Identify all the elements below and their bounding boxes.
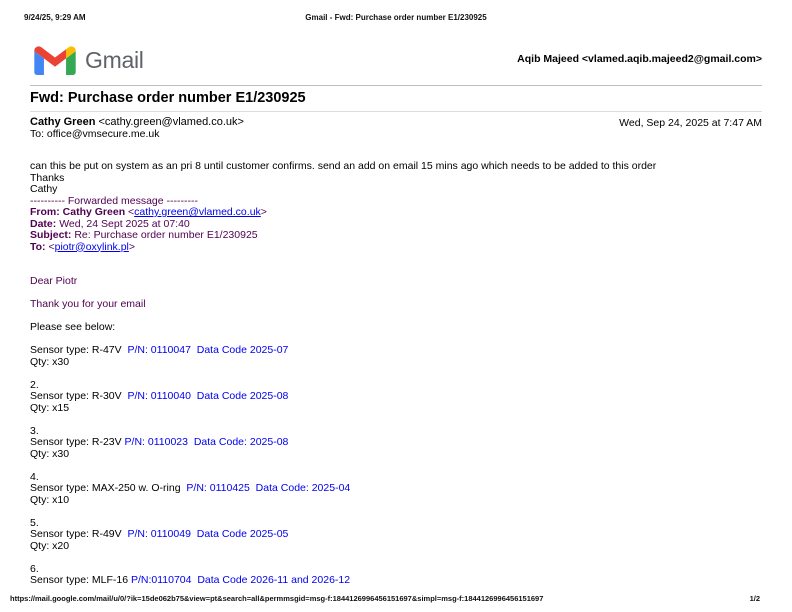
print-footer [10,594,760,606]
body-text: 2. [30,378,39,391]
email-body-line [30,253,774,265]
body-text: Sensor type: R-49V [30,528,128,540]
email-body-line [30,575,774,587]
body-text: < [128,206,135,218]
body-text: Cathy [30,183,58,195]
email-body-line [30,322,774,334]
body-text: Sensor type: MAX-250 w. O-ring [30,482,187,494]
body-text: From: [30,206,63,218]
email-body-line [30,483,774,495]
sender-line [30,116,244,128]
body-text: Thank you for your email [30,298,146,310]
body-text: Sensor type: R-23V [30,436,125,448]
email-body-line [30,414,774,426]
page-indicator: 1/2 [749,594,760,603]
body-text: Date: [30,217,60,230]
sender-name: Cathy Green [30,116,99,128]
body-text: Cathy Green [62,206,129,218]
print-footer-url: https://mail.google.com/mail/u/0/?ik=15de062b75&view=pt&search=all&permmsgid=msg-f:1844126996456151697&simpl=msg-f:1844126996456151697 [10,594,544,603]
part-number-link[interactable]: P/N: 0110023 Data Code: 2025-08 [124,436,289,448]
body-text: 3. [30,424,39,437]
body-text: Sensor type: MLF-16 [30,574,131,586]
print-header-datetime: 9/24/25, 9:29 AM [24,13,86,22]
body-text: Dear Piotr [30,275,78,287]
email-body-line [30,311,774,323]
body-text: 6. [30,562,39,575]
part-number-link[interactable]: P/N: 0110049 Data Code 2025-05 [127,528,289,540]
email-body-line [30,265,774,277]
email-body-line [30,449,774,461]
body-text: Sensor type: R-30V [30,390,128,402]
body-text: Qty: x15 [30,401,70,414]
header-divider [30,85,762,86]
email-body-line [30,541,774,553]
email-body [30,161,774,587]
email-body-line [30,529,774,541]
email-body-line [30,230,774,242]
body-text: < [48,240,55,253]
account-owner: Aqib Majeed <vlamed.aqib.majeed2@gmail.com> [517,53,762,65]
email-body-line [30,391,774,403]
sender-email: <cathy.green@vlamed.co.uk> [98,116,244,128]
email-body-line [30,276,774,288]
body-text: Qty: x30 [30,355,70,368]
print-header [0,13,792,25]
body-text: Please see below: [30,321,116,333]
body-text: Qty: x10 [30,493,70,506]
email-subject: Fwd: Purchase order number E1/230925 [30,90,306,106]
recipient-line: To: office@vmsecure.me.uk [30,128,160,140]
body-text: Sensor type: R-47V [30,344,128,356]
body-text: Qty: x30 [30,447,70,460]
body-text: To: [30,240,49,253]
gmail-wordmark: Gmail [85,46,144,73]
part-number-link[interactable]: P/N: 0110047 Data Code 2025-07 [127,344,289,356]
body-text: ---------- Forwarded message --------- [30,194,198,207]
body-text: > [260,206,267,218]
body-text: > [128,240,136,253]
body-text: can this be put on system as an pri 8 until customer confirms. send an add on email 15 mins ago which needs to be added to this order [30,160,657,172]
part-number-link[interactable]: P/N:0110704 Data Code 2026-11 and 2026-12 [130,574,351,586]
print-header-title: Gmail - Fwd: Purchase order number E1/230925 [305,13,487,22]
gmail-m-icon [34,44,76,75]
body-text: Thanks [30,171,65,184]
body-text: 4. [30,470,39,483]
email-body-line [30,357,774,369]
subject-divider [30,111,762,112]
email-body-line [30,299,774,311]
email-body-line [30,460,774,472]
email-body-line [30,552,774,564]
email-body-line [30,242,774,254]
email-body-line [30,173,774,185]
body-text: Re: Purchase order number E1/230925 [74,229,258,241]
part-number-link[interactable]: P/N: 0110425 Data Code: 2025-04 [186,482,351,494]
email-body-line [30,506,774,518]
email-body-line [30,437,774,449]
email-body-line [30,345,774,357]
message-date: Wed, Sep 24, 2025 at 7:47 AM [619,117,762,129]
email-body-line [30,495,774,507]
body-text: Subject: [30,229,75,241]
gmail-brand [34,44,144,75]
body-text: Wed, 24 Sept 2025 at 07:40 [59,217,190,230]
email-body-line [30,368,774,380]
body-text: Qty: x20 [30,539,70,552]
email-body-line [30,161,774,173]
email-address-link[interactable]: cathy.green@vlamed.co.uk [134,206,261,218]
body-text: 5. [30,516,39,529]
email-address-link[interactable]: piotr@oxylink.pl [54,240,129,253]
part-number-link[interactable]: P/N: 0110040 Data Code 2025-08 [127,390,289,402]
email-body-line [30,403,774,415]
